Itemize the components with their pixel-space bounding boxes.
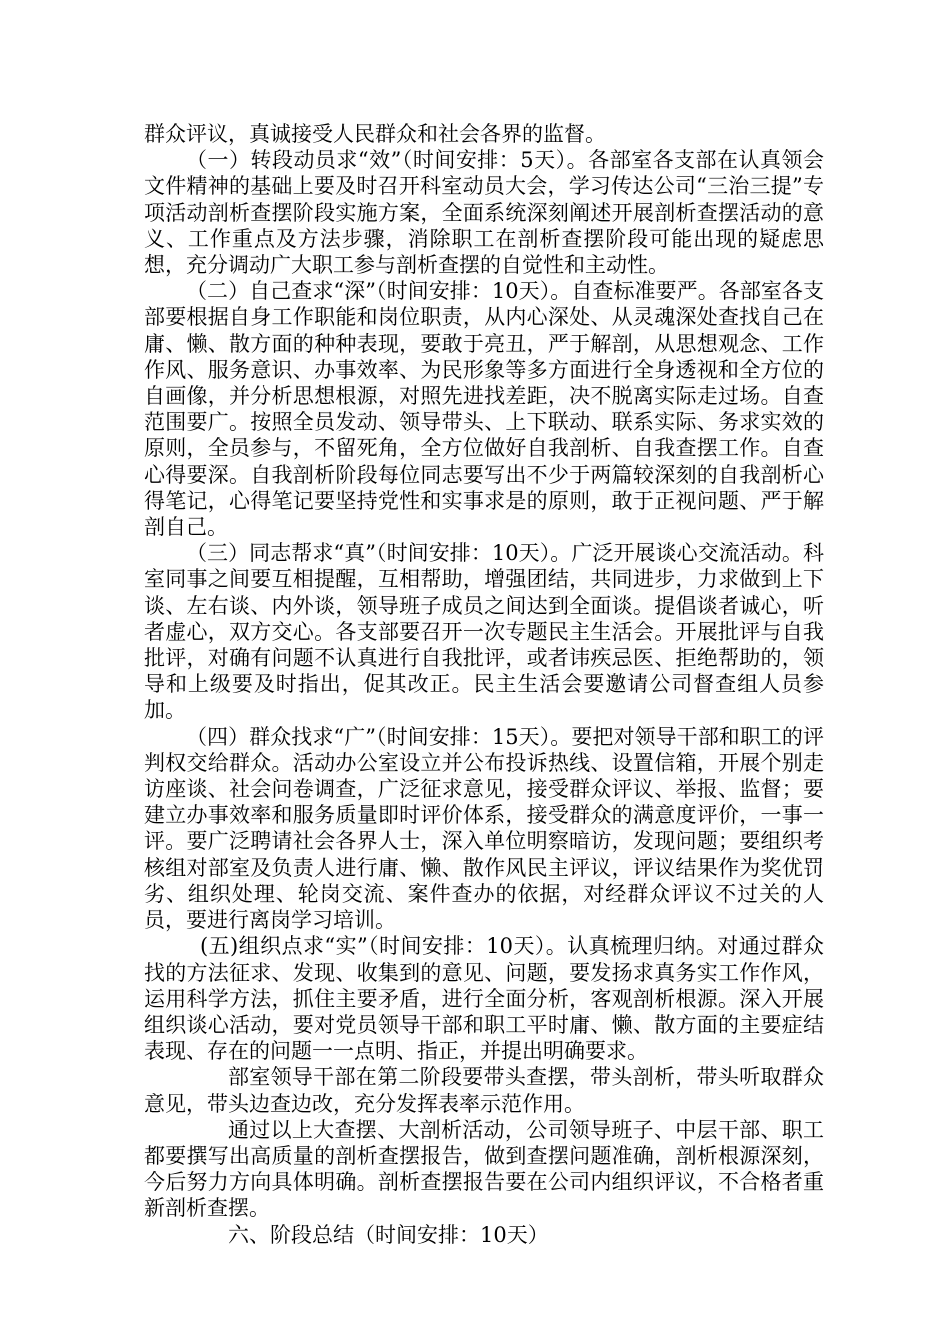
paragraph-section-4: （四）群众找求“广”（时间安排：15天）。要把对领导干部和职工的评判权交给群众。活动办公室设立并公布投诉热线、设置信箱，开展个别走访座谈、社会问卷调查，广泛征求意见，接受群众评议、举报、监督；要建立办事效率和服务质量即时评价体系，接受群众的满意度评价，一事一评。要广泛聘请社会各界人士，深入单位明察暗访，发现问题；要组织考核组对部室及负责人进行庸、懒、散作风民主评议，评议结果作为奖优罚劣、组织处理、轮岗交流、案件查办的依据，对经群众评议不过关的人员，要进行离岗学习培训。 (144, 724, 824, 933)
paragraph-continuation: 群众评议，真诚接受人民群众和社会各界的监督。 (144, 122, 606, 146)
paragraph-section-1: （一）转段动员求“效”（时间安排：5天）。各部室各支部在认真领会文件精神的基础上要及时召开科室动员大会，学习传达公司“三治三提”专项活动剖析查摆阶段实施方案，全面系统深刻阐述开展剖析查摆活动的意义、工作重点及方法步骤，消除职工在剖析查摆阶段可能出现的疑虑思想，充分调动广大职工参与剖析查摆的自觉性和主动性。 (144, 148, 824, 278)
section-heading-6: 六、阶段总结（时间安排：10天） (228, 1222, 549, 1247)
paragraph-report-note: 通过以上大查摆、大剖析活动，公司领导班子、中层干部、职工都要撰写出高质量的剖析查摆报告，做到查摆问题准确，剖析根源深刻，今后努力方向具体明确。剖析查摆报告要在公司内组织评议，不合格者重新剖析查摆。 (144, 1117, 824, 1221)
paragraph-section-3: （三）同志帮求“真”（时间安排：10天）。广泛开展谈心交流活动。科室同事之间要互相提醒，互相帮助，增强团结，共同进步，力求做到上下谈、左右谈、内外谈，领导班子成员之间达到全面谈。提倡谈者诚心，听者虚心，双方交心。各支部要召开一次专题民主生活会。开展批评与自我批评，对确有问题不认真进行自我批评，或者讳疾忌医、拒绝帮助的，领导和上级要及时指出，促其改正。民主生活会要邀请公司督查组人员参加。 (144, 541, 824, 723)
paragraph-leaders-note: 部室领导干部在第二阶段要带头查摆，带头剖析，带头听取群众意见，带头边查边改，充分发挥表率示范作用。 (144, 1065, 824, 1116)
paragraph-section-5: (五)组织点求“实”（时间安排：10天）。认真梳理归纳。对通过群众找的方法征求、发现、收集到的意见、问题，要发扬求真务实工作作风，运用科学方法，抓住主要矛盾，进行全面分析，客观剖析根源。深入开展组织谈心活动，要对党员领导干部和职工平时庸、懒、散方面的主要症结表现、存在的问题一一点明、指正，并提出明确要求。 (144, 934, 824, 1064)
document-body (144, 121, 824, 1248)
paragraph-section-2: （二）自己查求“深”（时间安排：10天）。自查标准要严。各部室各支部要根据自身工作职能和岗位职责，从内心深处、从灵魂深处查找自己在庸、懒、散方面的种种表现，要敢于亮丑，严于解剖，从思想观念、工作作风、服务意识、办事效率、为民形象等多方面进行全身透视和全方位的自画像，并分析思想根源，对照先进找差距，决不脱离实际走过场。自查范围要广。按照全员发动、领导带头、上下联动、联系实际、务求实效的原则，全员参与，不留死角，全方位做好自我剖析、自我查摆工作。自查心得要深。自我剖析阶段每位同志要写出不少于两篇较深刻的自我剖析心得笔记，心得笔记要坚持党性和实事求是的原则，敢于正视问题、严于解剖自己。 (144, 279, 824, 540)
